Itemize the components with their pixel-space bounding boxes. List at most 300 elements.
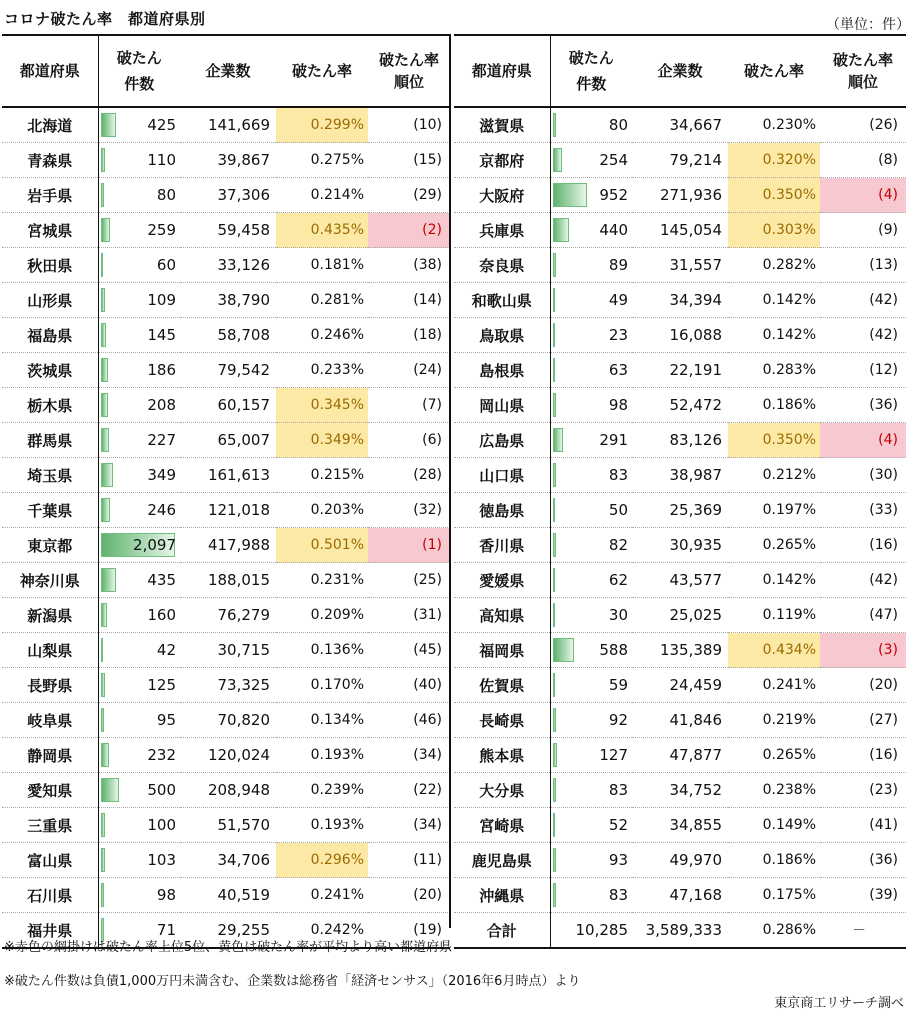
cell-pref: 岩手県 <box>2 178 98 213</box>
count-bar <box>101 428 109 452</box>
cell-pref: 滋賀県 <box>454 107 550 143</box>
cell-pref: 三重県 <box>2 808 98 843</box>
cell-firms: 79,542 <box>180 353 276 388</box>
table-row <box>454 388 906 423</box>
cell-rate: 0.181% <box>276 248 368 283</box>
cell-rank: (42) <box>820 283 906 318</box>
count-bar <box>553 848 556 872</box>
cell-rank: (6) <box>368 423 450 458</box>
cell-pref: 大阪府 <box>454 178 550 213</box>
cell-rank: (8) <box>820 143 906 178</box>
table-row <box>454 458 906 493</box>
table-row <box>454 878 906 913</box>
count-value: 425 <box>147 116 176 134</box>
count-value: 80 <box>608 116 628 134</box>
table-row <box>2 668 450 703</box>
count-bar <box>553 778 556 802</box>
total-count <box>550 913 632 949</box>
count-bar <box>101 288 105 312</box>
count-value: 52 <box>608 816 628 834</box>
count-value: 232 <box>147 746 176 764</box>
table-row <box>2 563 450 598</box>
count-bar <box>553 568 555 592</box>
count-bar <box>553 183 587 207</box>
count-value: 110 <box>147 151 176 169</box>
table-row <box>454 563 906 598</box>
total-rank: － <box>820 913 906 949</box>
cell-count <box>98 283 180 318</box>
cell-count <box>550 528 632 563</box>
cell-firms: 34,855 <box>632 808 728 843</box>
cell-rate: 0.246% <box>276 318 368 353</box>
cell-pref: 徳島県 <box>454 493 550 528</box>
table-row <box>454 248 906 283</box>
cell-count <box>98 248 180 283</box>
right-table <box>454 34 906 949</box>
cell-rank: (2) <box>368 213 450 248</box>
header-count-line2: 件数 <box>576 75 607 93</box>
cell-pref: 熊本県 <box>454 738 550 773</box>
count-value: 95 <box>156 711 176 729</box>
cell-rate: 0.212% <box>728 458 820 493</box>
cell-rate: 0.501% <box>276 528 368 563</box>
count-bar <box>553 358 555 382</box>
cell-rate: 0.296% <box>276 843 368 878</box>
cell-firms: 34,667 <box>632 107 728 143</box>
cell-count <box>550 248 632 283</box>
cell-rank: (46) <box>368 703 450 738</box>
cell-rank: (9) <box>820 213 906 248</box>
cell-rate: 0.149% <box>728 808 820 843</box>
count-bar <box>101 113 116 137</box>
count-bar <box>101 358 108 382</box>
header-count-line2: 件数 <box>124 75 155 93</box>
count-value: 588 <box>599 641 628 659</box>
table-row <box>2 213 450 248</box>
count-bar <box>101 218 110 242</box>
right-table-body <box>454 107 906 948</box>
table-row <box>2 143 450 178</box>
count-value: 259 <box>147 221 176 239</box>
count-value: 160 <box>147 606 176 624</box>
cell-rate: 0.434% <box>728 633 820 668</box>
count-bar <box>101 463 113 487</box>
count-bar <box>553 393 556 417</box>
cell-firms: 141,669 <box>180 107 276 143</box>
table-row <box>2 598 450 633</box>
count-value: 227 <box>147 431 176 449</box>
cell-pref: 東京都 <box>2 528 98 563</box>
cell-pref: 山形県 <box>2 283 98 318</box>
count-value: 62 <box>608 571 628 589</box>
cell-count <box>98 843 180 878</box>
table-row <box>454 703 906 738</box>
cell-firms: 25,025 <box>632 598 728 633</box>
count-value: 71 <box>156 921 176 939</box>
cell-count <box>550 318 632 353</box>
cell-count <box>98 598 180 633</box>
header-rank <box>820 35 906 107</box>
cell-pref: 茨城県 <box>2 353 98 388</box>
cell-count <box>550 283 632 318</box>
cell-pref: 愛媛県 <box>454 563 550 598</box>
cell-firms: 51,570 <box>180 808 276 843</box>
count-value: 42 <box>156 641 176 659</box>
count-bar <box>101 743 109 767</box>
cell-firms: 73,325 <box>180 668 276 703</box>
cell-pref: 京都府 <box>454 143 550 178</box>
cell-count <box>550 213 632 248</box>
cell-firms: 22,191 <box>632 353 728 388</box>
table-row <box>454 528 906 563</box>
count-value: 349 <box>147 466 176 484</box>
cell-rank: (29) <box>368 178 450 213</box>
count-value: 50 <box>608 501 628 519</box>
cell-count <box>550 423 632 458</box>
cell-firms: 39,867 <box>180 143 276 178</box>
cell-rank: (20) <box>368 878 450 913</box>
cell-pref: 長崎県 <box>454 703 550 738</box>
cell-count <box>98 878 180 913</box>
header-pref: 都道府県 <box>454 35 550 107</box>
count-bar <box>553 253 556 277</box>
cell-rank: (30) <box>820 458 906 493</box>
cell-count <box>550 388 632 423</box>
table-row <box>454 353 906 388</box>
cell-count <box>98 213 180 248</box>
cell-rank: (22) <box>368 773 450 808</box>
table-row <box>454 178 906 213</box>
cell-rank: (45) <box>368 633 450 668</box>
count-bar <box>101 603 107 627</box>
count-value: 125 <box>147 676 176 694</box>
cell-rate: 0.142% <box>728 283 820 318</box>
cell-pref: 広島県 <box>454 423 550 458</box>
cell-rank: (20) <box>820 668 906 703</box>
cell-count <box>550 808 632 843</box>
cell-rate: 0.170% <box>276 668 368 703</box>
cell-firms: 79,214 <box>632 143 728 178</box>
count-value: 440 <box>599 221 628 239</box>
cell-count <box>550 107 632 143</box>
cell-firms: 29,255 <box>180 913 276 949</box>
cell-rank: (11) <box>368 843 450 878</box>
cell-rank: (34) <box>368 808 450 843</box>
header-rank-line1: 破たん率 <box>832 51 893 69</box>
cell-rate: 0.203% <box>276 493 368 528</box>
count-bar <box>553 743 557 767</box>
cell-pref: 静岡県 <box>2 738 98 773</box>
table-row <box>454 423 906 458</box>
cell-firms: 188,015 <box>180 563 276 598</box>
cell-firms: 47,877 <box>632 738 728 773</box>
cell-rate: 0.350% <box>728 178 820 213</box>
header-count <box>550 35 632 107</box>
count-bar <box>101 253 103 277</box>
cell-count <box>550 598 632 633</box>
table-row <box>454 213 906 248</box>
total-label: 合計 <box>454 913 550 949</box>
cell-pref: 奈良県 <box>454 248 550 283</box>
cell-rank: (36) <box>820 388 906 423</box>
source-credit: 東京商工リサーチ調べ <box>774 996 904 1011</box>
cell-count <box>98 353 180 388</box>
cell-rank: (40) <box>368 668 450 703</box>
cell-firms: 58,708 <box>180 318 276 353</box>
count-bar <box>553 813 555 837</box>
cell-rank: (24) <box>368 353 450 388</box>
cell-rate: 0.299% <box>276 107 368 143</box>
count-value: 246 <box>147 501 176 519</box>
table-row <box>2 107 450 143</box>
cell-count <box>98 178 180 213</box>
header-row <box>454 35 906 107</box>
cell-count <box>550 633 632 668</box>
count-value: 127 <box>599 746 628 764</box>
count-value: 23 <box>608 326 628 344</box>
left-table <box>2 34 450 949</box>
cell-rank: (7) <box>368 388 450 423</box>
cell-rate: 0.142% <box>728 563 820 598</box>
cell-firms: 208,948 <box>180 773 276 808</box>
table-row <box>2 423 450 458</box>
table-row <box>2 738 450 773</box>
cell-count <box>98 143 180 178</box>
table-row <box>2 843 450 878</box>
count-bar <box>101 673 105 697</box>
cell-count <box>98 633 180 668</box>
cell-count <box>98 493 180 528</box>
count-value: 254 <box>599 151 628 169</box>
cell-count <box>98 458 180 493</box>
cell-rank: (32) <box>368 493 450 528</box>
cell-rate: 0.136% <box>276 633 368 668</box>
cell-firms: 43,577 <box>632 563 728 598</box>
note-data-source: ※破たん件数は負債1,000万円未満含む、企業数は総務省「経済センサス」（2016年6月時点）より <box>4 974 581 989</box>
cell-rank: (34) <box>368 738 450 773</box>
cell-count <box>98 318 180 353</box>
count-value: 82 <box>608 536 628 554</box>
count-bar <box>101 638 103 662</box>
cell-firms: 34,752 <box>632 773 728 808</box>
header-rate: 破たん率 <box>728 35 820 107</box>
cell-rank: (4) <box>820 178 906 213</box>
count-value: 2,097 <box>133 536 176 554</box>
cell-pref: 宮崎県 <box>454 808 550 843</box>
header-rank-line1: 破たん率 <box>378 51 439 69</box>
cell-firms: 24,459 <box>632 668 728 703</box>
count-value: 98 <box>608 396 628 414</box>
count-value: 109 <box>147 291 176 309</box>
cell-firms: 41,846 <box>632 703 728 738</box>
cell-count <box>98 703 180 738</box>
cell-firms: 70,820 <box>180 703 276 738</box>
cell-rate: 0.241% <box>728 668 820 703</box>
count-value: 49 <box>608 291 628 309</box>
cell-firms: 34,394 <box>632 283 728 318</box>
cell-pref: 青森県 <box>2 143 98 178</box>
cell-rate: 0.435% <box>276 213 368 248</box>
table-row <box>454 143 906 178</box>
total-rate: 0.286% <box>728 913 820 949</box>
table-row <box>2 318 450 353</box>
cell-pref: 岡山県 <box>454 388 550 423</box>
count-bar <box>553 218 569 242</box>
cell-pref: 埼玉県 <box>2 458 98 493</box>
cell-rank: (23) <box>820 773 906 808</box>
table-row <box>2 493 450 528</box>
cell-firms: 161,613 <box>180 458 276 493</box>
count-bar <box>553 603 555 627</box>
cell-rate: 0.134% <box>276 703 368 738</box>
cell-pref: 神奈川県 <box>2 563 98 598</box>
cell-rank: (13) <box>820 248 906 283</box>
cell-rank: (39) <box>820 878 906 913</box>
cell-firms: 120,024 <box>180 738 276 773</box>
count-value: 103 <box>147 851 176 869</box>
header-row <box>2 35 450 107</box>
cell-count <box>98 423 180 458</box>
cell-count <box>550 703 632 738</box>
table-row <box>454 773 906 808</box>
cell-rate: 0.219% <box>728 703 820 738</box>
cell-firms: 30,935 <box>632 528 728 563</box>
total-row <box>454 913 906 949</box>
cell-rank: (26) <box>820 107 906 143</box>
cell-rate: 0.282% <box>728 248 820 283</box>
header-rank-line2: 順位 <box>847 73 878 91</box>
cell-rank: (14) <box>368 283 450 318</box>
count-value: 291 <box>599 431 628 449</box>
cell-rank: (27) <box>820 703 906 738</box>
note-highlight-legend: ※赤色の網掛けは破たん率上位5位、黄色は破たん率が平均より高い都道府県 <box>4 940 453 955</box>
table-row <box>454 107 906 143</box>
count-bar <box>101 813 105 837</box>
count-value: 98 <box>156 886 176 904</box>
count-bar <box>553 323 555 347</box>
cell-count <box>550 353 632 388</box>
cell-pref: 愛知県 <box>2 773 98 808</box>
table-row <box>454 318 906 353</box>
cell-rank: (41) <box>820 808 906 843</box>
cell-count <box>550 738 632 773</box>
cell-firms: 59,458 <box>180 213 276 248</box>
cell-rate: 0.265% <box>728 528 820 563</box>
cell-rank: (18) <box>368 318 450 353</box>
cell-firms: 25,369 <box>632 493 728 528</box>
cell-count <box>550 493 632 528</box>
cell-rate: 0.239% <box>276 773 368 808</box>
cell-pref: 福井県 <box>2 913 98 949</box>
table-row <box>2 528 450 563</box>
cell-firms: 76,279 <box>180 598 276 633</box>
cell-rate: 0.209% <box>276 598 368 633</box>
count-bar <box>553 148 562 172</box>
cell-rank: (42) <box>820 318 906 353</box>
cell-rate: 0.230% <box>728 107 820 143</box>
cell-rate: 0.238% <box>728 773 820 808</box>
count-value: 80 <box>156 186 176 204</box>
table-row <box>2 283 450 318</box>
count-value: 83 <box>608 886 628 904</box>
cell-pref: 大分県 <box>454 773 550 808</box>
cell-rank: (16) <box>820 738 906 773</box>
header-pref: 都道府県 <box>2 35 98 107</box>
cell-pref: 長野県 <box>2 668 98 703</box>
cell-firms: 121,018 <box>180 493 276 528</box>
cell-rate: 0.345% <box>276 388 368 423</box>
table-row <box>2 633 450 668</box>
cell-count <box>550 458 632 493</box>
count-value: 83 <box>608 466 628 484</box>
cell-rank: (4) <box>820 423 906 458</box>
cell-pref: 北海道 <box>2 107 98 143</box>
count-bar <box>553 638 574 662</box>
cell-pref: 山梨県 <box>2 633 98 668</box>
count-value: 30 <box>608 606 628 624</box>
count-value: 83 <box>608 781 628 799</box>
table-row <box>2 773 450 808</box>
cell-rate: 0.193% <box>276 738 368 773</box>
cell-rate: 0.186% <box>728 843 820 878</box>
cell-pref: 栃木県 <box>2 388 98 423</box>
count-bar <box>101 778 119 802</box>
cell-rate: 0.214% <box>276 178 368 213</box>
cell-rate: 0.197% <box>728 493 820 528</box>
cell-pref: 石川県 <box>2 878 98 913</box>
header-rank <box>368 35 450 107</box>
count-value: 145 <box>147 326 176 344</box>
table-row <box>454 633 906 668</box>
cell-firms: 271,936 <box>632 178 728 213</box>
cell-pref: 沖縄県 <box>454 878 550 913</box>
cell-count <box>98 738 180 773</box>
count-value: 186 <box>147 361 176 379</box>
count-bar <box>101 183 104 207</box>
cell-pref: 鳥取県 <box>454 318 550 353</box>
cell-rate: 0.281% <box>276 283 368 318</box>
cell-firms: 47,168 <box>632 878 728 913</box>
table-row <box>2 703 450 738</box>
cell-rank: (25) <box>368 563 450 598</box>
cell-rank: (19) <box>368 913 450 949</box>
cell-pref: 山口県 <box>454 458 550 493</box>
cell-firms: 16,088 <box>632 318 728 353</box>
cell-firms: 49,970 <box>632 843 728 878</box>
table-row <box>454 808 906 843</box>
cell-rate: 0.265% <box>728 738 820 773</box>
header-count-line1: 破たん <box>116 49 162 67</box>
cell-pref: 兵庫県 <box>454 213 550 248</box>
cell-rate: 0.142% <box>728 318 820 353</box>
cell-firms: 31,557 <box>632 248 728 283</box>
cell-rank: (42) <box>820 563 906 598</box>
table-row <box>2 353 450 388</box>
cell-pref: 群馬県 <box>2 423 98 458</box>
table-row <box>2 878 450 913</box>
cell-firms: 60,157 <box>180 388 276 423</box>
cell-rank: (12) <box>820 353 906 388</box>
cell-pref: 福島県 <box>2 318 98 353</box>
cell-count <box>550 773 632 808</box>
unit-label: （単位：件） <box>826 17 910 33</box>
table-row <box>454 598 906 633</box>
cell-rate: 0.242% <box>276 913 368 949</box>
count-value: 208 <box>147 396 176 414</box>
cell-rate: 0.349% <box>276 423 368 458</box>
cell-firms: 38,987 <box>632 458 728 493</box>
cell-count <box>550 668 632 703</box>
